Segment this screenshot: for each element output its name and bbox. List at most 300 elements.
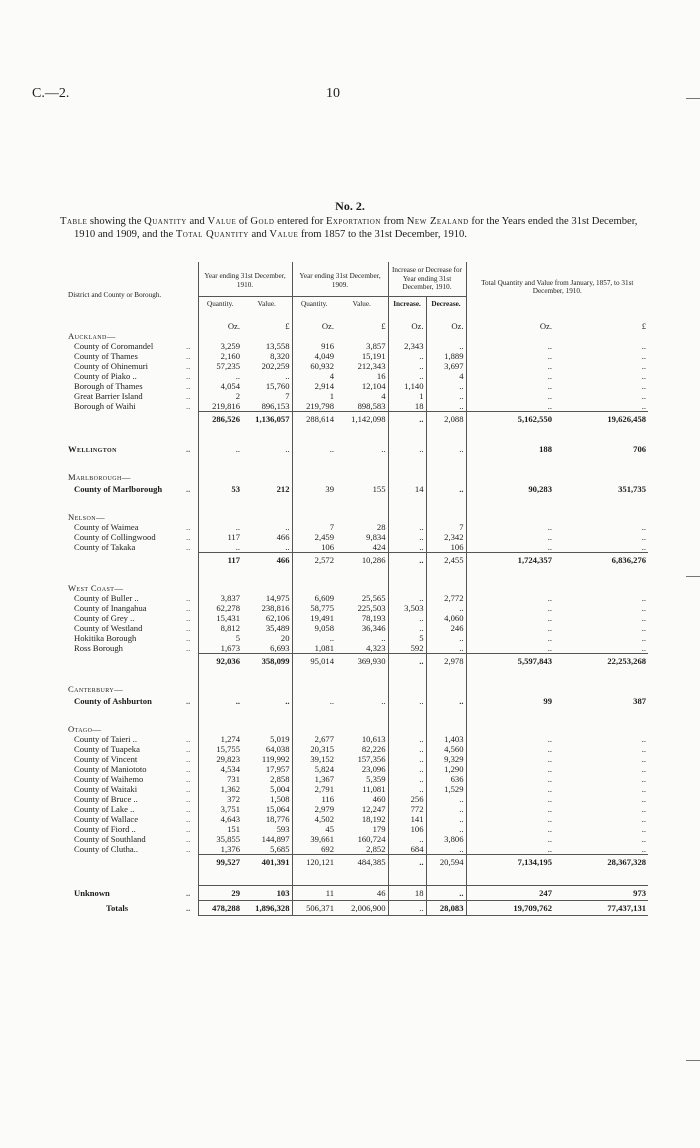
table-cell bbox=[554, 708, 648, 716]
table-cell: 372 bbox=[198, 794, 242, 804]
table-cell: 18,776 bbox=[265, 813, 290, 824]
table-cell: 246 bbox=[426, 623, 466, 633]
table-cell bbox=[388, 724, 426, 734]
table-cell: .. bbox=[466, 391, 554, 401]
table-cell: .. bbox=[466, 371, 554, 381]
table-cell bbox=[184, 426, 198, 434]
table-cell: 2,677 bbox=[292, 734, 336, 744]
table-cell: .. bbox=[388, 764, 426, 774]
table-cell bbox=[336, 504, 388, 512]
table-cell: .. bbox=[285, 521, 290, 532]
table-row bbox=[66, 623, 648, 633]
table-cell: 3,806 bbox=[426, 834, 466, 844]
table-cell bbox=[198, 456, 242, 464]
table-cell: 25,565 bbox=[361, 592, 386, 603]
table-cell: .. bbox=[466, 814, 554, 824]
unit-label: Oz. bbox=[198, 321, 242, 331]
table-cell bbox=[66, 676, 184, 684]
table-cell: .. bbox=[426, 824, 466, 834]
table-cell: 3,503 bbox=[388, 603, 426, 613]
table-cell: 684 bbox=[388, 844, 426, 855]
group-total-cell: 120,121 bbox=[292, 854, 336, 869]
table-cell bbox=[66, 456, 184, 464]
table-row bbox=[66, 724, 648, 734]
table-cell: .. bbox=[641, 602, 647, 613]
table-cell: 3,857 bbox=[366, 340, 386, 351]
table-cell bbox=[66, 854, 184, 869]
table-row bbox=[66, 716, 648, 724]
group-total-cell: 5,597,843 bbox=[466, 653, 554, 668]
group-total-cell: 19,626,458 bbox=[554, 411, 648, 426]
header-district: District and County or Borough. bbox=[68, 291, 162, 299]
table-cell: 78,193 bbox=[361, 612, 386, 623]
total-cell: .. bbox=[426, 442, 466, 456]
table-row bbox=[66, 575, 648, 583]
table-row bbox=[66, 877, 648, 886]
leader-dots: .. bbox=[186, 612, 191, 623]
header-1909: Year ending 31st December, 1909. bbox=[292, 262, 388, 296]
leader-dots: .. bbox=[186, 813, 191, 824]
row-label: County of Takaka bbox=[74, 541, 136, 552]
table-cell bbox=[466, 331, 554, 341]
table-row bbox=[66, 351, 648, 361]
table-cell bbox=[426, 684, 466, 694]
table-cell bbox=[184, 434, 198, 442]
table-cell: .. bbox=[426, 643, 466, 654]
group-total-cell: 10,286 bbox=[336, 552, 388, 567]
table-row bbox=[66, 552, 648, 567]
table-cell bbox=[388, 676, 426, 684]
table-row bbox=[66, 814, 648, 824]
table-cell: 14,975 bbox=[265, 592, 290, 603]
row-label: County of Waihemo bbox=[74, 773, 144, 784]
table-cell bbox=[242, 464, 292, 472]
table-cell: .. bbox=[466, 734, 554, 744]
table-cell: .. bbox=[198, 371, 242, 381]
table-cell: .. bbox=[426, 341, 466, 351]
table-cell bbox=[388, 708, 426, 716]
table-cell bbox=[388, 472, 426, 482]
row-label: County of Ohinemuri bbox=[74, 360, 148, 371]
table-cell bbox=[336, 708, 388, 716]
table-cell: 12,104 bbox=[361, 380, 386, 391]
table-cell bbox=[66, 552, 184, 567]
table-cell: 2,343 bbox=[388, 341, 426, 351]
leader-dots: .. bbox=[186, 803, 191, 814]
table-row bbox=[66, 668, 648, 676]
header-decrease: Decrease. bbox=[426, 296, 466, 313]
table-row bbox=[66, 321, 648, 331]
table-cell bbox=[184, 724, 198, 734]
unknown-label: Unknown bbox=[74, 887, 110, 898]
table-cell: 141 bbox=[388, 814, 426, 824]
table-cell: 11,081 bbox=[362, 783, 386, 794]
table-cell: .. bbox=[641, 612, 647, 623]
table-cell: .. bbox=[466, 351, 554, 361]
unit-label: Oz. bbox=[466, 321, 554, 331]
table-cell: 4 bbox=[426, 371, 466, 381]
table-cell bbox=[184, 512, 198, 522]
table-cell bbox=[242, 512, 292, 522]
totals-cell: 2,006,900 bbox=[336, 900, 388, 915]
table-cell: 592 bbox=[388, 643, 426, 654]
table-cell: 3,837 bbox=[198, 593, 242, 603]
row-label: County of Marlborough bbox=[74, 483, 163, 494]
total-cell: 706 bbox=[633, 443, 647, 454]
table-cell bbox=[66, 575, 184, 583]
row-label: County of Vincent bbox=[74, 753, 138, 764]
total-cell: .. bbox=[381, 443, 386, 454]
table-cell bbox=[242, 668, 292, 676]
table-cell bbox=[466, 684, 554, 694]
table-cell: .. bbox=[466, 794, 554, 804]
table-cell: .. bbox=[466, 623, 554, 633]
table-cell bbox=[466, 456, 554, 464]
table-cell bbox=[388, 426, 426, 434]
table-row bbox=[66, 472, 648, 482]
table-cell bbox=[388, 583, 426, 593]
table-cell: .. bbox=[198, 522, 242, 532]
table-cell bbox=[66, 877, 184, 886]
table-cell: 3,697 bbox=[426, 361, 466, 371]
table-row bbox=[66, 442, 648, 456]
table-cell: .. bbox=[641, 823, 647, 834]
table-cell: 219,798 bbox=[292, 401, 336, 412]
table-cell bbox=[466, 869, 554, 877]
table-cell bbox=[242, 504, 292, 512]
table-cell: 62,278 bbox=[198, 603, 242, 613]
table-cell: 82,226 bbox=[361, 743, 386, 754]
gold-export-table bbox=[66, 262, 648, 916]
table-cell bbox=[198, 567, 242, 575]
table-row bbox=[66, 434, 648, 442]
table-row bbox=[66, 784, 648, 794]
table-cell bbox=[242, 869, 292, 877]
table-row bbox=[66, 456, 648, 464]
table-cell bbox=[466, 472, 554, 482]
table-cell bbox=[466, 504, 554, 512]
unknown-cell: 46 bbox=[336, 885, 388, 900]
table-cell: 2,791 bbox=[292, 784, 336, 794]
table-cell bbox=[184, 321, 198, 331]
table-cell: 18 bbox=[388, 401, 426, 412]
group-name: Auckland— bbox=[68, 330, 116, 341]
table-row bbox=[66, 764, 648, 774]
table-cell bbox=[336, 716, 388, 724]
table-cell: 17,957 bbox=[265, 763, 290, 774]
table-cell bbox=[184, 583, 198, 593]
table-cell: 1,367 bbox=[292, 774, 336, 784]
table-cell: 1 bbox=[292, 391, 336, 401]
table-cell bbox=[388, 512, 426, 522]
table-cell: .. bbox=[641, 783, 647, 794]
table-cell bbox=[198, 676, 242, 684]
table-cell bbox=[388, 716, 426, 724]
totals-cell: 478,288 bbox=[198, 900, 242, 915]
group-total-cell: 2,088 bbox=[426, 411, 466, 426]
table-cell bbox=[242, 575, 292, 583]
table-cell bbox=[198, 684, 242, 694]
table-cell bbox=[388, 464, 426, 472]
table-cell: 8,812 bbox=[198, 623, 242, 633]
table-row bbox=[66, 426, 648, 434]
table-cell: 636 bbox=[426, 774, 466, 784]
leader-dots: .. bbox=[186, 602, 191, 613]
table-cell: .. bbox=[381, 695, 386, 706]
table-cell: .. bbox=[426, 694, 466, 708]
leader-dots: .. bbox=[186, 350, 191, 361]
group-name: Wellington bbox=[68, 443, 117, 454]
table-cell bbox=[466, 724, 554, 734]
leader-dots: .. bbox=[186, 370, 191, 381]
row-label: County of Taieri .. bbox=[74, 733, 137, 744]
unknown-cell: 18 bbox=[388, 885, 426, 900]
table-row bbox=[66, 532, 648, 542]
row-label: County of Westland bbox=[74, 622, 143, 633]
table-cell: .. bbox=[641, 733, 647, 744]
table-cell bbox=[198, 877, 242, 886]
unknown-cell: 247 bbox=[466, 885, 554, 900]
table-row bbox=[66, 401, 648, 412]
group-name: Nelson— bbox=[68, 511, 105, 522]
margin-mark bbox=[686, 1060, 700, 1061]
table-cell: 387 bbox=[633, 695, 647, 706]
table-cell: .. bbox=[388, 734, 426, 744]
row-label: County of Collingwood bbox=[74, 531, 156, 542]
table-row bbox=[66, 794, 648, 804]
table-row bbox=[66, 464, 648, 472]
table-cell: 4,643 bbox=[198, 814, 242, 824]
row-label: Ross Borough bbox=[74, 642, 123, 653]
table-cell bbox=[554, 684, 648, 694]
table-cell: 117 bbox=[198, 532, 242, 542]
totals-cell: 19,709,762 bbox=[466, 900, 554, 915]
row-label: Hokitika Borough bbox=[74, 632, 137, 643]
leader-dots: .. bbox=[186, 400, 191, 411]
table-cell bbox=[184, 684, 198, 694]
table-cell bbox=[554, 724, 648, 734]
table-cell: .. bbox=[641, 753, 647, 764]
table-cell: 4,534 bbox=[198, 764, 242, 774]
group-name: Marlborough— bbox=[68, 471, 131, 482]
table-cell: 1,889 bbox=[426, 351, 466, 361]
table-cell: .. bbox=[388, 744, 426, 754]
unit-label: £ bbox=[641, 320, 647, 331]
table-cell: 2,852 bbox=[366, 843, 386, 854]
caption-text: from bbox=[383, 216, 405, 227]
group-total-cell: 484,385 bbox=[336, 854, 388, 869]
table-cell: .. bbox=[641, 813, 647, 824]
table-cell: .. bbox=[466, 844, 554, 855]
data-table bbox=[66, 262, 648, 916]
table-cell bbox=[466, 313, 554, 321]
table-cell bbox=[388, 496, 426, 504]
table-cell bbox=[292, 676, 336, 684]
table-cell bbox=[242, 434, 292, 442]
table-cell bbox=[388, 877, 426, 886]
table-cell: 2,772 bbox=[426, 593, 466, 603]
table-cell bbox=[242, 708, 292, 716]
table-cell: .. bbox=[285, 541, 290, 552]
unknown-cell: 103 bbox=[242, 885, 292, 900]
table-cell bbox=[554, 434, 648, 442]
table-cell bbox=[292, 668, 336, 676]
table-cell bbox=[66, 464, 184, 472]
table-cell: .. bbox=[292, 694, 336, 708]
table-cell: 5,004 bbox=[270, 783, 290, 794]
table-cell: 29,823 bbox=[198, 754, 242, 764]
leader-dots: .. bbox=[186, 743, 191, 754]
table-cell: 424 bbox=[372, 541, 386, 552]
table-row bbox=[66, 593, 648, 603]
leader-dots: .. bbox=[186, 521, 191, 532]
table-cell: .. bbox=[466, 603, 554, 613]
row-label: County of Lake .. bbox=[74, 803, 135, 814]
page-reference: C.—2. bbox=[32, 86, 70, 101]
table-row bbox=[66, 583, 648, 593]
row-label: County of Grey .. bbox=[74, 612, 135, 623]
table-cell: 39 bbox=[292, 482, 336, 496]
table-cell: .. bbox=[466, 532, 554, 542]
table-cell bbox=[198, 313, 242, 321]
table-cell: .. bbox=[426, 804, 466, 814]
table-cell: 5,019 bbox=[270, 733, 290, 744]
header-value: Value. bbox=[336, 296, 388, 313]
table-cell: 57,235 bbox=[198, 361, 242, 371]
table-cell: 5,685 bbox=[270, 843, 290, 854]
table-number: No. 2. bbox=[335, 199, 365, 213]
table-cell bbox=[336, 331, 388, 341]
table-cell bbox=[554, 313, 648, 321]
table-cell bbox=[184, 313, 198, 321]
table-cell bbox=[292, 496, 336, 504]
table-cell: .. bbox=[466, 381, 554, 391]
table-cell bbox=[242, 583, 292, 593]
table-cell bbox=[184, 567, 198, 575]
table-cell: 116 bbox=[292, 794, 336, 804]
table-cell: .. bbox=[466, 633, 554, 643]
table-cell bbox=[388, 684, 426, 694]
table-cell bbox=[554, 575, 648, 583]
leader-dots: .. bbox=[186, 531, 191, 542]
table-cell bbox=[336, 575, 388, 583]
table-cell: .. bbox=[641, 360, 647, 371]
table-cell: 1,290 bbox=[426, 764, 466, 774]
table-cell bbox=[388, 313, 426, 321]
table-cell bbox=[336, 496, 388, 504]
row-label: County of Maniototo bbox=[74, 763, 147, 774]
table-cell: 45 bbox=[292, 824, 336, 834]
table-cell bbox=[198, 331, 242, 341]
table-cell bbox=[66, 653, 184, 668]
table-cell: .. bbox=[388, 613, 426, 623]
unit-label: Oz. bbox=[426, 321, 466, 331]
table-cell bbox=[336, 583, 388, 593]
table-cell bbox=[426, 512, 466, 522]
table-cell: 898,583 bbox=[357, 400, 386, 411]
table-row bbox=[66, 824, 648, 834]
table-cell: 2 bbox=[198, 391, 242, 401]
table-cell bbox=[426, 877, 466, 886]
table-cell bbox=[336, 869, 388, 877]
table-cell: 36,346 bbox=[361, 622, 386, 633]
table-row bbox=[66, 869, 648, 877]
table-cell: .. bbox=[641, 632, 647, 643]
leader-dots: .. bbox=[186, 833, 191, 844]
table-cell: 15,431 bbox=[198, 613, 242, 623]
leader-dots: .. bbox=[186, 843, 191, 854]
table-cell bbox=[426, 331, 466, 341]
table-cell: .. bbox=[426, 603, 466, 613]
table-cell bbox=[184, 869, 198, 877]
table-cell bbox=[292, 472, 336, 482]
table-cell bbox=[66, 426, 184, 434]
table-cell bbox=[198, 434, 242, 442]
table-cell bbox=[242, 472, 292, 482]
table-cell: .. bbox=[388, 754, 426, 764]
table-cell: 593 bbox=[276, 823, 290, 834]
table-cell: .. bbox=[285, 370, 290, 381]
group-total-cell: 1,136,057 bbox=[242, 411, 292, 426]
table-row bbox=[66, 633, 648, 643]
table-cell bbox=[66, 496, 184, 504]
table-cell: 1 bbox=[388, 391, 426, 401]
table-cell bbox=[554, 426, 648, 434]
table-cell: .. bbox=[426, 391, 466, 401]
table-cell bbox=[184, 668, 198, 676]
table-cell bbox=[184, 716, 198, 724]
table-cell: 9,834 bbox=[366, 531, 386, 542]
table-cell bbox=[198, 512, 242, 522]
table-cell bbox=[466, 668, 554, 676]
table-cell: 151 bbox=[198, 824, 242, 834]
table-cell bbox=[554, 472, 648, 482]
table-cell bbox=[184, 854, 198, 869]
row-label: County of Inangahua bbox=[74, 602, 147, 613]
header-total: Total Quantity and Value from January, 1857, to 31st December, 1910. bbox=[466, 262, 648, 313]
table-cell: 179 bbox=[372, 823, 386, 834]
row-label: County of Waimea bbox=[74, 521, 139, 532]
group-total-cell: 117 bbox=[198, 552, 242, 567]
table-cell: 155 bbox=[372, 483, 386, 494]
leader-dots: .. bbox=[186, 340, 191, 351]
table-cell bbox=[388, 331, 426, 341]
table-row bbox=[66, 734, 648, 744]
table-row bbox=[66, 754, 648, 764]
table-cell bbox=[184, 331, 198, 341]
table-cell bbox=[466, 877, 554, 886]
table-cell: .. bbox=[426, 482, 466, 496]
table-cell bbox=[66, 321, 184, 331]
table-cell: .. bbox=[388, 784, 426, 794]
total-cell: .. bbox=[285, 443, 290, 454]
table-cell bbox=[336, 456, 388, 464]
table-cell: .. bbox=[388, 774, 426, 784]
table-cell: 916 bbox=[292, 341, 336, 351]
unit-label: Oz. bbox=[292, 321, 336, 331]
table-cell: 160,724 bbox=[357, 833, 386, 844]
table-cell bbox=[184, 653, 198, 668]
total-cell: 188 bbox=[466, 442, 554, 456]
table-cell: .. bbox=[388, 542, 426, 553]
table-cell bbox=[292, 575, 336, 583]
table-cell: 14 bbox=[388, 482, 426, 496]
table-cell: .. bbox=[388, 371, 426, 381]
table-cell: 16 bbox=[376, 370, 386, 381]
table-cell bbox=[426, 708, 466, 716]
table-cell: .. bbox=[466, 593, 554, 603]
table-cell: 15,064 bbox=[265, 803, 290, 814]
